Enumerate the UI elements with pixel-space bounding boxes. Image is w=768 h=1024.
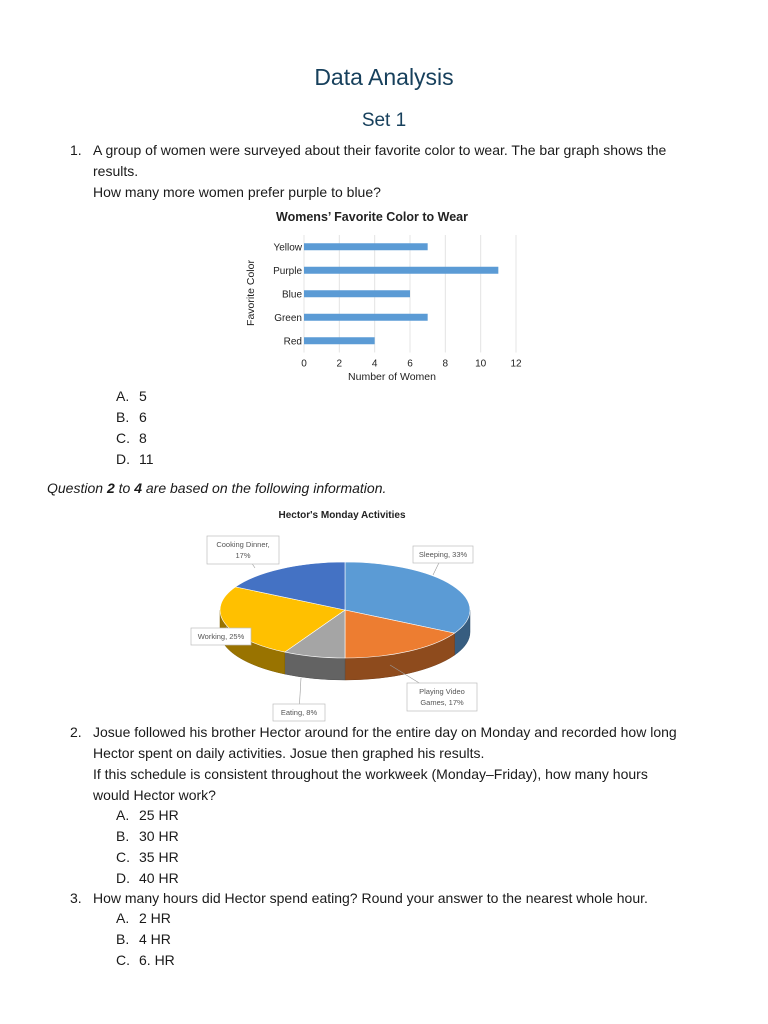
question-2-line-2: Hector spent on daily activities. Josue then graphed his results. [93,745,485,761]
answer-option[interactable] [116,805,179,826]
bar-chart-category-label: Blue [281,289,302,301]
option-letter: C. [116,849,130,865]
option-text: 40 HR [139,870,179,886]
bar-chart-tick-label: 0 [301,358,307,370]
bar-chart-category-label: Green [274,312,302,324]
option-letter: D. [116,451,130,467]
option-letter: C. [116,952,130,968]
option-letter: A. [116,388,130,404]
option-text: 35 HR [139,849,179,865]
favorite-color-bar-chart [230,205,540,385]
questions-intro [47,480,386,496]
pie-slice-label: Sleeping, 33% [418,550,468,559]
bar-blue [304,290,410,297]
question-1-line-3: How many more women prefer purple to blue? [93,184,381,200]
answer-option[interactable] [116,908,175,929]
question-2-line-3: If this schedule is consistent throughout the workweek (Monday–Friday), how many hours [93,766,648,782]
question-2-number: 2. [70,724,82,740]
intro-mid: to [114,480,135,496]
question-2-line-1: Josue followed his brother Hector around for the entire day on Monday and recorded how long [93,724,677,740]
option-letter: D. [116,870,130,886]
option-letter: B. [116,409,130,425]
page-title: Data Analysis [314,64,454,90]
question-3 [70,888,730,909]
answer-option[interactable] [116,428,154,449]
pie-chart-title: Hector's Monday Activities [278,510,406,521]
bar-chart-tick-label: 8 [442,358,449,370]
question-1 [70,140,730,203]
bar-chart-category-label: Red [283,336,302,348]
answer-option[interactable] [116,847,179,868]
answer-option[interactable] [116,929,175,950]
bar-chart-y-axis-label: Favorite Color [245,260,257,326]
bar-chart-x-axis-label: Number of Women [348,371,436,383]
answer-option[interactable] [116,407,154,428]
question-2-line-4: would Hector work? [93,787,216,803]
pie-slice-label: 17% [235,551,251,560]
answer-option[interactable] [116,826,179,847]
option-text: 8 [139,430,147,446]
bar-green [304,314,428,321]
option-text: 5 [139,388,147,404]
pie-slice-label: Working, 25% [197,632,245,641]
set-heading: Set 1 [361,110,407,131]
bar-chart-tick-label: 12 [510,358,522,370]
question-1-number: 1. [70,142,82,158]
bar-chart-category-label: Yellow [273,242,302,254]
intro-post: are based on the following information. [142,480,387,496]
option-text: 2 HR [139,910,171,926]
intro-start-number: 2 [106,480,115,496]
option-text: 6. HR [139,952,175,968]
option-text: 6 [139,409,147,425]
question-1-options [116,386,154,470]
question-2-options [116,805,179,889]
option-letter: B. [116,931,130,947]
option-letter: A. [116,910,130,926]
answer-option[interactable] [116,950,175,971]
question-3-options [116,908,175,971]
question-3-number: 3. [70,890,82,906]
pie-slice-label: Games, 17% [420,698,464,707]
option-text: 11 [139,451,154,467]
bar-chart-tick-label: 2 [336,358,343,370]
question-1-line-2: results. [93,163,139,179]
bar-purple [304,267,498,274]
bar-chart-title: Womens’ Favorite Color to Wear [276,210,468,224]
option-letter: C. [116,430,130,446]
bar-yellow [304,243,428,250]
bar-chart-tick-label: 6 [407,358,413,370]
option-letter: B. [116,828,130,844]
bar-chart-tick-label: 4 [371,358,378,370]
question-2 [70,722,730,806]
bar-red [304,337,375,344]
answer-option[interactable] [116,868,179,889]
question-1-line-1: A group of women were surveyed about their favorite color to wear. The bar graph shows the [93,142,667,158]
option-text: 25 HR [139,807,179,823]
answer-option[interactable] [116,449,154,470]
option-letter: A. [116,807,130,823]
bar-chart-tick-label: 10 [475,358,487,370]
intro-pre: Question [47,480,107,496]
option-text: 30 HR [139,828,179,844]
pie-slice-label: Playing Video [419,687,465,696]
bar-chart-category-label: Purple [273,265,302,277]
pie-slice-label: Eating, 8% [280,708,318,717]
pie-slice-label: Cooking Dinner, [216,540,270,549]
question-3-line-1: How many hours did Hector spend eating? Round your answer to the nearest whole hour. [93,890,648,906]
intro-end-number: 4 [134,480,142,496]
monday-activities-pie-chart [185,500,505,722]
answer-option[interactable] [116,386,154,407]
option-text: 4 HR [139,931,171,947]
